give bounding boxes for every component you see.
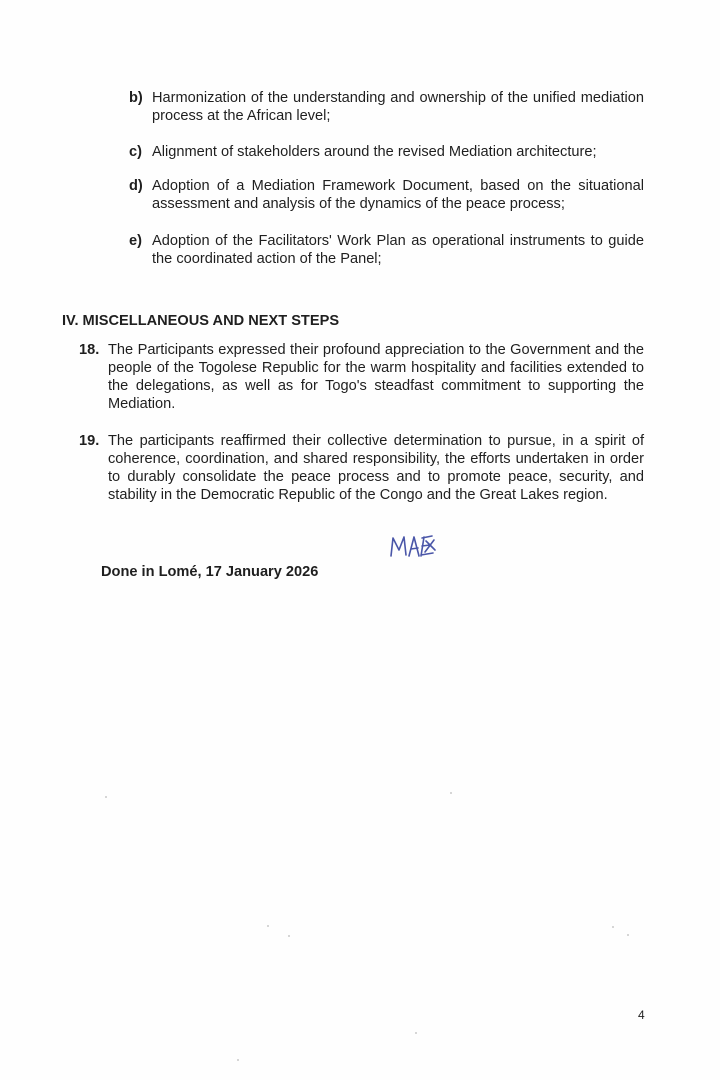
numbered-paragraph-18 — [79, 341, 644, 413]
list-item-b — [129, 89, 644, 125]
numbered-paragraph-19 — [79, 432, 644, 504]
scan-speck — [105, 796, 107, 798]
list-item-text: Harmonization of the understanding and ownership of the unified mediation process at the African level; — [152, 90, 644, 124]
list-item-letter: e) — [129, 233, 142, 249]
list-item-letter: d) — [129, 178, 143, 194]
scan-speck — [612, 926, 614, 928]
paragraph-text: The participants reaffirmed their collective determination to pursue, in a spirit of coherence, coordination, and shared responsibility, the efforts undertaken in order to durably consolidate the peace process and to promote peace, security, and stability in the Democratic Republic of the Congo and the Great Lakes region. — [108, 433, 644, 503]
scan-speck — [415, 1032, 417, 1034]
closing-place-date: Done in Lomé, 17 January 2026 — [101, 564, 319, 580]
scan-speck — [627, 934, 629, 936]
list-item-text: Adoption of the Facilitators' Work Plan as operational instruments to guide the coordinated action of the Panel; — [152, 233, 644, 267]
list-item-letter: c) — [129, 144, 142, 160]
scan-speck — [237, 1059, 239, 1061]
list-item-text: Adoption of a Mediation Framework Document, based on the situational assessment and analysis of the dynamics of the peace process; — [152, 178, 644, 212]
list-item-letter: b) — [129, 90, 143, 106]
scan-speck — [288, 935, 290, 937]
page-number: 4 — [638, 1008, 645, 1022]
list-item-d — [129, 177, 644, 213]
scan-speck — [267, 925, 269, 927]
scan-speck — [450, 792, 452, 794]
list-item-text: Alignment of stakeholders around the revised Mediation architecture; — [152, 144, 597, 160]
handwritten-initials — [388, 530, 440, 560]
paragraph-number: 18. — [79, 342, 100, 358]
paragraph-number: 19. — [79, 433, 100, 449]
list-item-e — [129, 232, 644, 268]
section-heading: IV. MISCELLANEOUS AND NEXT STEPS — [62, 313, 340, 329]
paragraph-text: The Participants expressed their profound appreciation to the Government and the people of the Togolese Republic for the warm hospitality and facilities extended to the delegations, as well as for Togo's steadfast commitment to supporting the Mediation. — [108, 342, 644, 412]
list-item-c — [129, 143, 644, 161]
